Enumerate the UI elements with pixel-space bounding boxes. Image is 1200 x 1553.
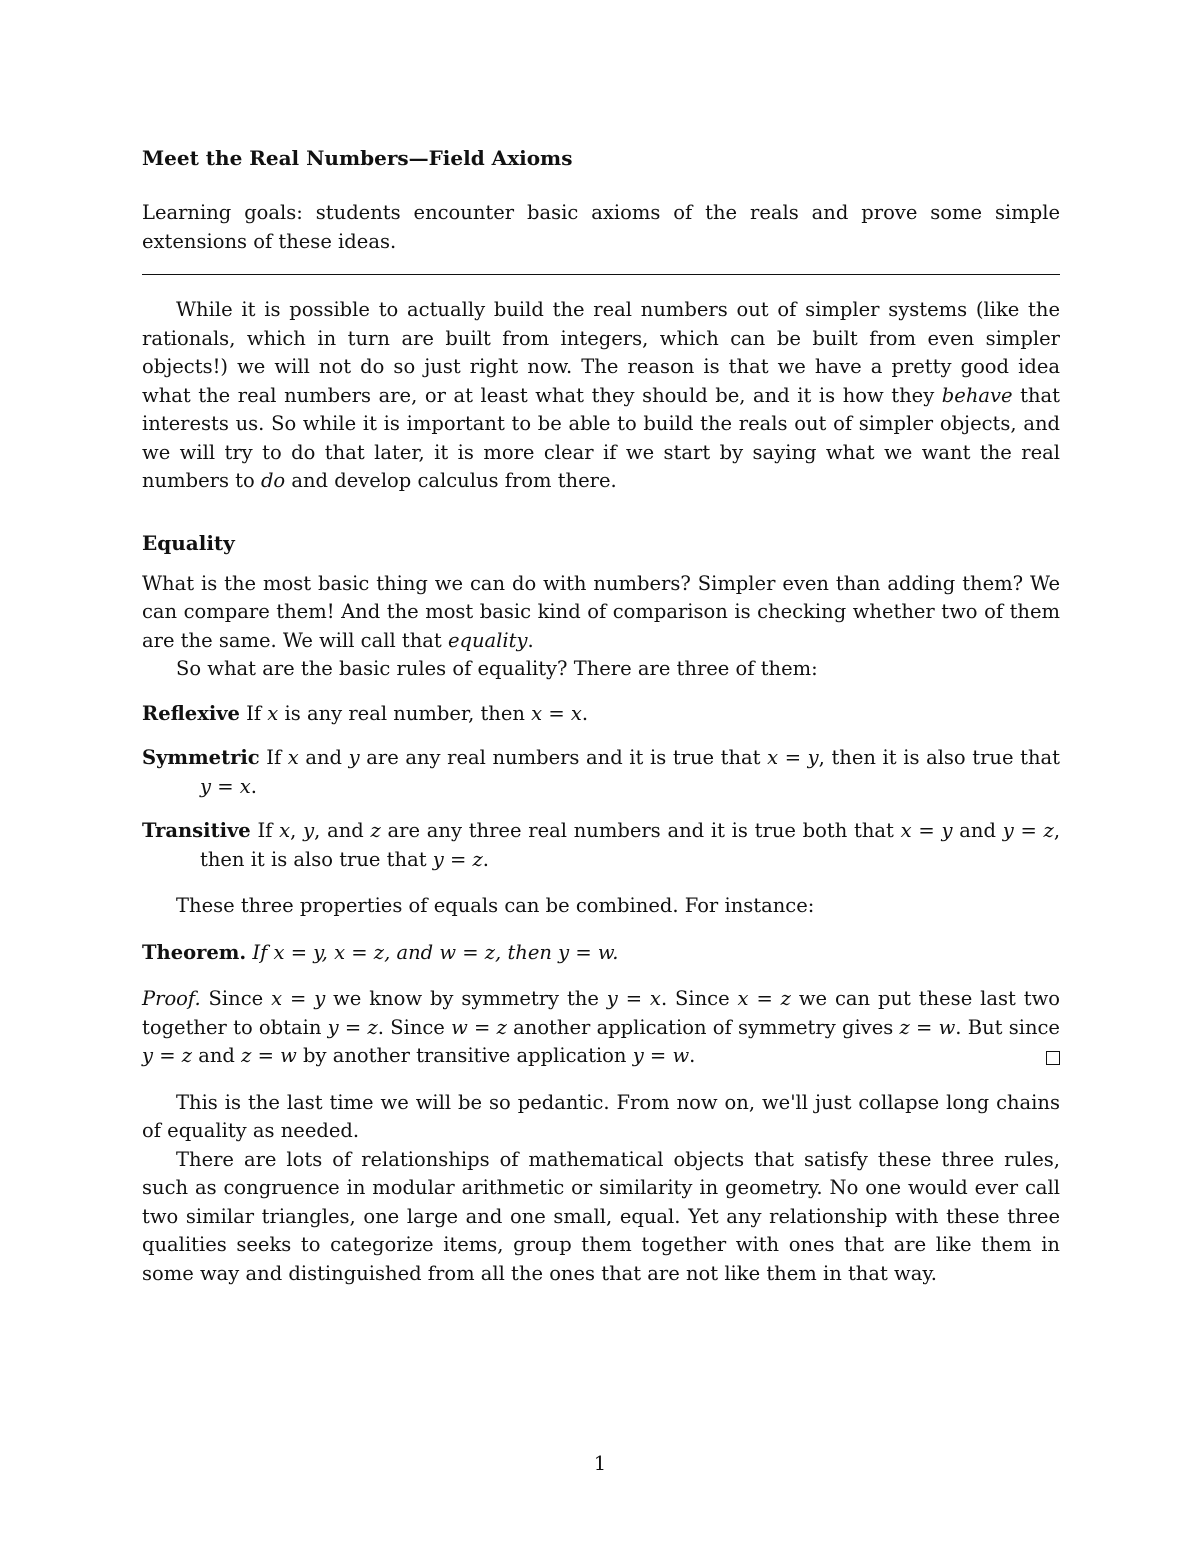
emphasis-behave: behave xyxy=(941,383,1013,407)
relationships-paragraph: There are lots of relationships of mathematical objects that satisfy these three rules, such as congruence in modular arithmetic or similarity in geometry. No one would ever call two similar triangles, one large and one small, equal. Yet any relationship with these three qualities seeks to categorize items, group them together with ones that are like them in some way and distinguished from all the ones that are not like them in that way. xyxy=(142,1147,1060,1285)
emphasis-equality: equality xyxy=(447,628,528,652)
rules-intro: So what are the basic rules of equality? There are three of them: xyxy=(176,657,818,680)
page-number: 1 xyxy=(593,1452,607,1475)
proof: Proof. Since x = y we know by symmetry the y = x. Since x = z we can put these last two together to obtain y = z. Since w = z another application of symmetry gives z = w. But since y = z and z = w by another transitive application y = w. xyxy=(142,987,1060,1067)
equality-paragraph: What is the most basic thing we can do with numbers? Simpler even than adding them? We can compare them! And the most basic kind of comparison is checking whether two of them are the same. We will call that equality. xyxy=(142,571,1060,652)
reflexive-definition: Reflexive If x is any real number, then x = x. xyxy=(142,701,589,725)
theorem-label: Theorem. xyxy=(142,940,247,964)
definition-label: Symmetric xyxy=(142,746,260,769)
proof-label: Proof. xyxy=(142,987,201,1010)
theorem: Theorem. If x = y, x = z, and w = z, then y = w. xyxy=(142,940,619,964)
section-heading-equality: Equality xyxy=(142,530,235,555)
horizontal-rule xyxy=(142,274,1060,275)
transitive-definition: Transitive If x, y, and z are any three real numbers and it is true both that x = y and y = z, then it is also true that y = z. xyxy=(142,819,1061,871)
qed-square-icon xyxy=(1046,1051,1060,1065)
combine-paragraph: These three properties of equals can be combined. For instance: xyxy=(176,894,815,917)
symmetric-definition: Symmetric If x and y are any real numbers and it is true that x = y, then it is also true that y = x. xyxy=(142,746,1060,798)
definition-label: Reflexive xyxy=(142,701,240,725)
pedantic-paragraph: This is the last time we will be so pedantic. From now on, we'll just collapse long chains of equality as needed. xyxy=(142,1090,1060,1142)
definition-label: Transitive xyxy=(142,819,251,842)
page-title: Meet the Real Numbers—Field Axioms xyxy=(142,146,573,170)
learning-goals: Learning goals: students encounter basic axioms of the reals and prove some simple extensions of these ideas. xyxy=(142,201,1060,253)
emphasis-do: do xyxy=(260,469,286,492)
intro-paragraph: While it is possible to actually build the real numbers out of simpler systems (like the rationals, which in turn are built from integers, which can be built from even simpler objects!) we will not do so just right now. The reason is that we have a pretty good idea what the real numbers are, or at least what they should be, and it is how they behave that interests us. So while it is important to be able to build the reals out of simpler objects, and we will try to do that later, it is more clear if we start by saying what we want the real numbers to do and develop calculus from there. xyxy=(142,298,1060,492)
